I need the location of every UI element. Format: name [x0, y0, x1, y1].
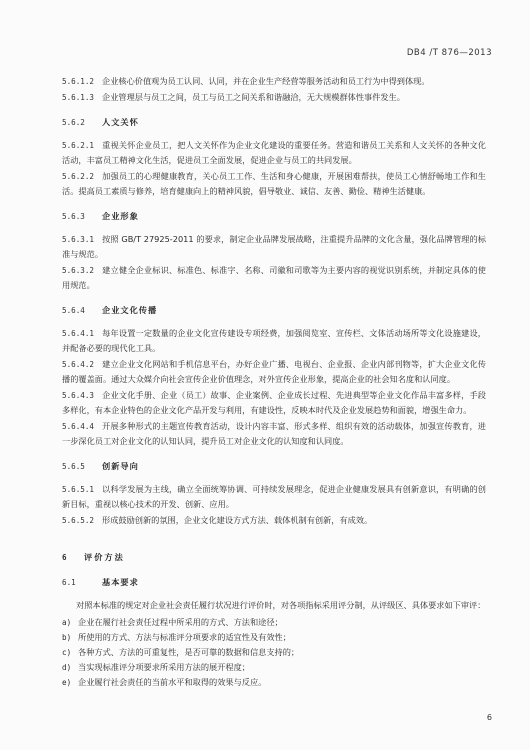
clause-number: 5.6.2.1: [62, 141, 95, 150]
clause-5-6-1-3: [62, 90, 486, 105]
section-number: 5.6.5: [62, 462, 85, 471]
standard-code: DB4 /T 876—2013: [406, 48, 492, 58]
clause-number: 5.6.5.2: [62, 516, 95, 525]
section-5-6-3: [62, 209, 486, 224]
clause-number: 5.6.4.3: [62, 391, 95, 400]
section-5-6-2: [62, 115, 486, 130]
clause-5-6-5-2: [62, 513, 486, 528]
list-marker: a): [62, 618, 72, 627]
list-item-text: 各种方式、方法的可重复性，是否可靠的数据和信息支持的；: [78, 647, 300, 657]
clause-text: 形成鼓励创新的氛围，企业文化建设方式方法、载体机制有创新，有成效。: [102, 515, 373, 525]
list-item: [62, 645, 486, 660]
clause-number: 5.6.4.1: [62, 329, 95, 338]
chapter-6: [62, 550, 486, 565]
list-item-text: 当实现标准评分项要求所采用方法的展开程度；: [78, 662, 250, 672]
clause-text: 重视关怀企业员工，把人文关怀作为企业文化建设的重要任务。营造和谐员工关系和人文关怀的各种文化活动，丰富员工精神文化生活，促进员工全面发展，促进企业与员工的共同发展。: [62, 140, 486, 165]
clause-5-6-2-2: [62, 169, 486, 199]
section-title: 企业形象: [102, 211, 139, 221]
clause-5-6-5-1: [62, 482, 486, 512]
list-marker: d): [62, 663, 72, 672]
chapter-number: 6: [62, 553, 67, 562]
clause-text: 建立健全企业标识、标准色、标准字、名称、司徽和司歌等为主要内容的视觉识别系统，并制定具体的使用规范。: [62, 265, 486, 290]
clause-text: 按照 GB/T 27925-2011 的要求，制定企业品牌发展战略，注重提升品牌的文化含量，强化品牌管理的标准与规范。: [62, 234, 486, 259]
section-5-6-5: [62, 459, 486, 474]
section-title: 基本要求: [102, 577, 139, 587]
chapter-title: 评价方法: [84, 552, 125, 562]
clause-number: 5.6.5.1: [62, 485, 95, 494]
document-body: [62, 74, 486, 690]
list-item: [62, 630, 486, 645]
list-item: [62, 615, 486, 630]
clause-text: 加强员工的心理健康教育，关心员工工作、生活和身心健康，开展困难帮扶，使员工心情舒畅地工作和生活。提高员工素质与修养，培育健康向上的精神风貌，倡导敬业、诚信、友善、勤俭、精神生活健康。: [62, 171, 486, 196]
list-item: [62, 660, 486, 675]
section-number: 5.6.4: [62, 306, 85, 315]
clause-5-6-3-2: [62, 263, 486, 293]
list-item-text: 企业在履行社会责任过程中所采用的方式、方法和途径；: [78, 617, 283, 627]
clause-text: 每年设置一定数量的企业文化宣传建设专项经费，加强阅览室、宣传栏、文体活动场所等文化设施建设，并配备必要的现代化工具。: [62, 328, 486, 353]
clause-text: 以科学发展为主线，确立全面统筹协调、可持续发展理念，促进企业健康发展具有创新意识，有明确的创新目标，重视以核心技术的开发、创新、应用。: [62, 484, 486, 509]
list-marker: b): [62, 633, 72, 642]
clause-text: 开展多种形式的主题宣传教育活动，设计内容丰富、形式多样、组织有效的活动载体，加强宣传教育，进一步深化员工对企业文化的认知认同，提升员工对企业文化的认知度和认同度。: [62, 421, 486, 446]
section-5-6-4: [62, 303, 486, 318]
clause-text: 企业核心价值观为员工认同、认同，并在企业生产经营等服务活动和员工行为中得到体现。: [102, 76, 430, 86]
list-item-text: 所使用的方式、方法与标准评分项要求的适宜性及有效性；: [78, 632, 291, 642]
clause-number: 5.6.3.1: [62, 235, 95, 244]
clause-5-6-4-4: [62, 419, 486, 449]
clause-5-6-4-2: [62, 357, 486, 387]
intro-paragraph: 对照本标准的规定对企业社会责任履行状况进行评价时，对各项指标采用评分制，从评级区、具体要求如下审评：: [76, 600, 486, 610]
section-title: 创新导向: [102, 461, 139, 471]
list-item-text: 企业履行社会责任的当前水平和取得的效果与反应。: [78, 677, 267, 687]
clause-number: 5.6.4.2: [62, 360, 95, 369]
list-marker: e): [62, 678, 72, 687]
list-item: [62, 675, 486, 690]
clause-number: 5.6.2.2: [62, 172, 95, 181]
clause-number: 5.6.1.2: [62, 77, 95, 86]
clause-5-6-4-1: [62, 326, 486, 356]
clause-5-6-3-1: [62, 232, 486, 262]
clause-5-6-4-3: [62, 388, 486, 418]
clause-number: 5.6.4.4: [62, 422, 95, 431]
section-6-1: [62, 575, 486, 590]
clause-text: 企业管理层与员工之间，员工与员工之间关系和谐融洽，无大规模群体性事件发生。: [102, 92, 405, 102]
requirement-list: [62, 615, 486, 690]
section-number: 5.6.3: [62, 212, 85, 221]
list-marker: c): [62, 648, 72, 657]
clause-number: 5.6.1.3: [62, 93, 95, 102]
page-number: 6: [486, 713, 492, 722]
clause-text: 建立企业文化网站和手机信息平台，办好企业广播、电视台、企业报、企业内部刊物等，扩大企业文化传播的覆盖面。通过大众媒介向社会宣传企业价值理念，对外宣传企业形象，提高企业的社会知名度和认同度。: [62, 359, 486, 384]
section-number: 5.6.2: [62, 118, 85, 127]
clause-5-6-1-2: [62, 74, 486, 89]
section-title: 企业文化传播: [102, 305, 158, 315]
clause-number: 5.6.3.2: [62, 266, 95, 275]
clause-5-6-2-1: [62, 138, 486, 168]
clause-text: 企业文化手册、企业（员工）故事、企业案例、企业成长过程、先进典型等企业文化作品丰富多样，手段多样化，有本企业特色的企业文化产品开发与利用，有建设性，反映本时代及企业发展趋势和面貌，增强生命力。: [62, 390, 486, 415]
section-number: 6.1: [62, 578, 76, 587]
section-title: 人文关怀: [102, 117, 139, 127]
